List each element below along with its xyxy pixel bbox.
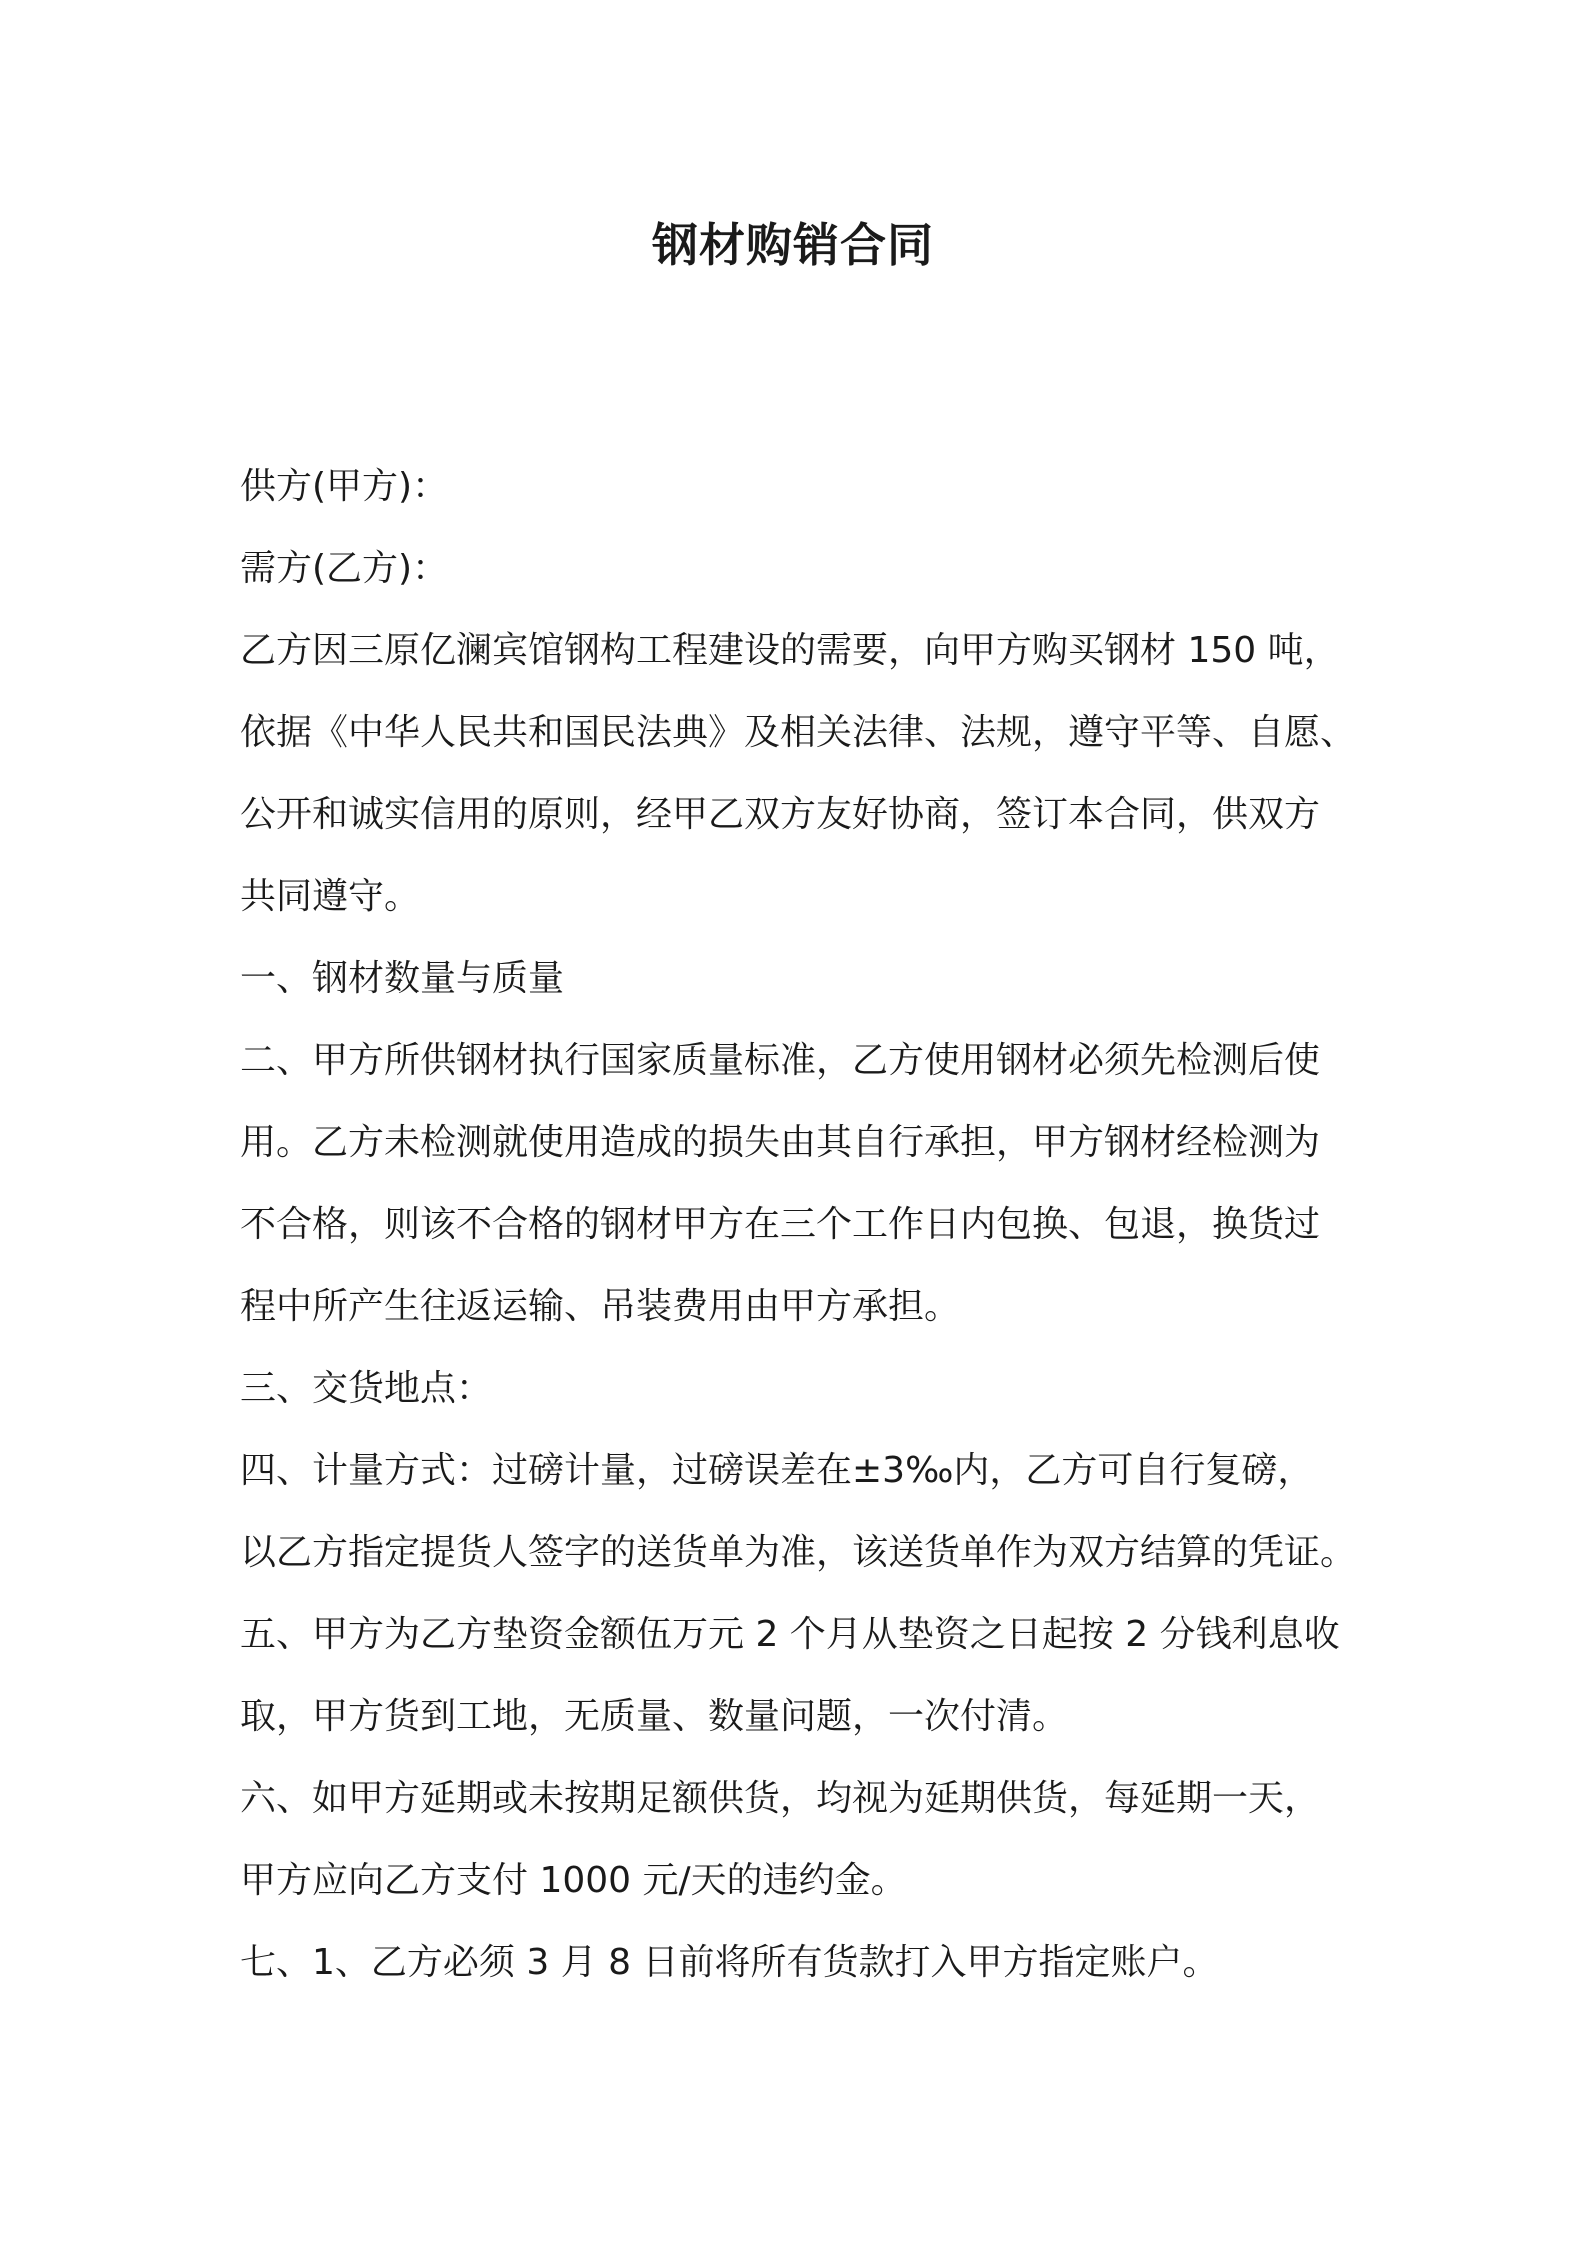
- clause-2-line-4: 程中所产生往返运输、吊装费用由甲方承担。: [240, 1286, 961, 1327]
- clause-4-line-1: 四、计量方式：过磅计量，过磅误差在±3‰内，乙方可自行复磅，: [240, 1450, 1314, 1491]
- preamble-line-3: 公开和诚实信用的原则，经甲乙双方友好协商，签订本合同，供双方: [240, 794, 1321, 835]
- clause-5-line-2: 取，甲方货到工地，无质量、数量问题，一次付清。: [240, 1696, 1069, 1737]
- clause-4-line-2: 以乙方指定提货人签字的送货单为准，该送货单作为双方结算的凭证。: [240, 1532, 1357, 1573]
- clause-3-line: 三、交货地点：: [240, 1368, 493, 1409]
- clause-1-heading: 一、钢材数量与质量: [240, 958, 565, 999]
- document-body: [240, 446, 1380, 2004]
- clause-6-line-1: 六、如甲方延期或未按期足额供货，均视为延期供货，每延期一天，: [240, 1778, 1321, 1819]
- clause-7-line-1: 七、1、乙方必须 3 月 8 日前将所有货款打入甲方指定账户。: [240, 1942, 1219, 1983]
- clause-2-line-1: 二、甲方所供钢材执行国家质量标准，乙方使用钢材必须先检测后使: [240, 1040, 1321, 1081]
- buyer-line: 需方(乙方)：: [240, 548, 449, 589]
- supplier-line: 供方(甲方)：: [240, 466, 449, 507]
- preamble-line-4: 共同遵守。: [240, 876, 421, 917]
- clause-5-line-1: 五、甲方为乙方垫资金额伍万元 2 个月从垫资之日起按 2 分钱利息收: [240, 1614, 1340, 1655]
- preamble-line-1: 乙方因三原亿澜宾馆钢构工程建设的需要，向甲方购买钢材 150 吨，: [240, 630, 1340, 671]
- clause-2-line-3: 不合格，则该不合格的钢材甲方在三个工作日内包换、包退，换货过: [240, 1204, 1321, 1245]
- document-title: 钢材购销合同: [652, 218, 934, 272]
- clause-6-line-2: 甲方应向乙方支付 1000 元/天的违约金。: [240, 1860, 907, 1901]
- clause-2-line-2: 用。乙方未检测就使用造成的损失由其自行承担，甲方钢材经检测为: [240, 1122, 1321, 1163]
- preamble-line-2: 依据《中华人民共和国民法典》及相关法律、法规，遵守平等、自愿、: [240, 712, 1357, 753]
